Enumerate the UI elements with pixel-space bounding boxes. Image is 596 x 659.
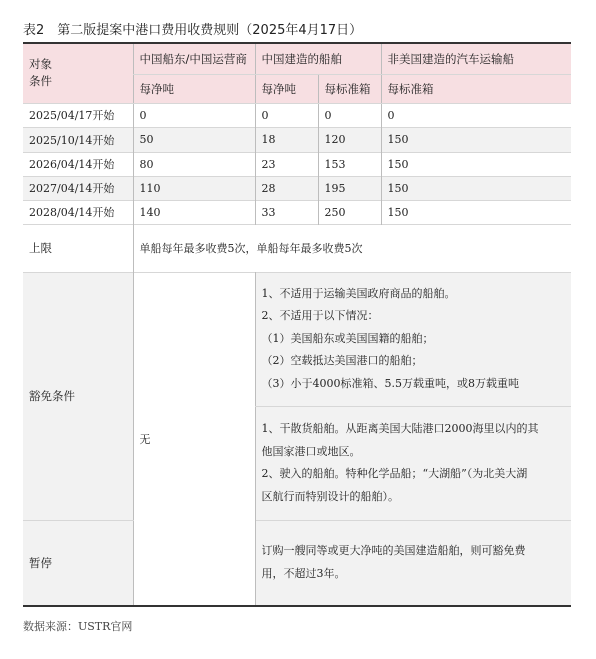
row-date: 2028/04/14开始 <box>29 206 115 219</box>
table-row <box>23 127 571 152</box>
header-group-china-built: 中国建造的船舶 <box>255 43 381 74</box>
header-group-car-carrier: 非美国建造的汽车运输船 <box>381 43 571 74</box>
port-fee-table <box>23 42 571 607</box>
cell-value: 195 <box>318 176 381 200</box>
cell-value: 150 <box>381 127 571 152</box>
table-title: 表2 第二版提案中港口费用收费规则（2025年4月17日） <box>23 23 363 38</box>
cell-value: 0 <box>381 103 571 127</box>
exemption-col1: 无 <box>133 272 255 606</box>
exemption-row-1 <box>23 272 571 406</box>
limit-text: 单船每年最多收费5次，单船每年最多收费5次 <box>133 224 571 272</box>
cell-value: 150 <box>381 152 571 176</box>
header-unit-3: 每标准箱 <box>381 74 571 103</box>
row-label-header: 对象 条件 <box>23 43 133 103</box>
header-unit-2b: 每标准箱 <box>318 74 381 103</box>
header-unit-1: 每净吨 <box>133 74 255 103</box>
cell-value: 80 <box>133 152 255 176</box>
suspension-row <box>23 520 571 606</box>
table-row <box>23 152 571 176</box>
exemption-label: 豁免条件 <box>23 272 133 520</box>
cell-value: 0 <box>318 103 381 127</box>
suspension-label: 暂停 <box>23 520 133 606</box>
row-date: 2026/04/14开始 <box>29 158 115 171</box>
limit-row <box>23 224 571 272</box>
cell-value: 33 <box>255 200 318 224</box>
cell-value: 150 <box>381 200 571 224</box>
limit-label: 上限 <box>29 241 52 255</box>
row-date: 2027/04/14开始 <box>29 182 115 195</box>
cell-value: 250 <box>318 200 381 224</box>
cell-value: 150 <box>381 176 571 200</box>
table-row <box>23 103 571 127</box>
cell-value: 0 <box>255 103 318 127</box>
data-source: 数据来源：USTR官网 <box>23 620 133 633</box>
cell-value: 0 <box>133 103 255 127</box>
table-row <box>23 176 571 200</box>
cell-value: 140 <box>133 200 255 224</box>
cell-value: 153 <box>318 152 381 176</box>
header-unit-2a: 每净吨 <box>255 74 318 103</box>
table-row <box>23 200 571 224</box>
cell-value: 110 <box>133 176 255 200</box>
cell-value: 28 <box>255 176 318 200</box>
header-group-china-owner: 中国船东/中国运营商 <box>133 43 255 74</box>
row-date: 2025/04/17开始 <box>29 109 115 122</box>
cell-value: 50 <box>133 127 255 152</box>
exemption-block-1: 1、不适用于运输美国政府商品的船舶。 2、不适用于以下情况： （1）美国船东或美国国籍的船舶； （2）空载抵达美国港口的船舶； （3）小于4000标准箱、5.5万载重吨，或8万载重吨 <box>255 272 571 406</box>
row-date: 2025/10/14开始 <box>29 133 115 147</box>
cell-value: 23 <box>255 152 318 176</box>
exemption-block-2: 1、干散货船舶。从距离美国大陆港口2000海里以内的其 他国家港口或地区。 2、驶入的船舶。特种化学品船；“大湖船”（为北美大湖 区航行而特别设计的船舶）。 <box>255 406 571 520</box>
suspension-text: 订购一艘同等或更大净吨的美国建造船舶，则可豁免费 用，不超过3年。 <box>255 520 571 606</box>
cell-value: 120 <box>318 127 381 152</box>
cell-value: 18 <box>255 127 318 152</box>
header-row-groups <box>23 43 571 74</box>
